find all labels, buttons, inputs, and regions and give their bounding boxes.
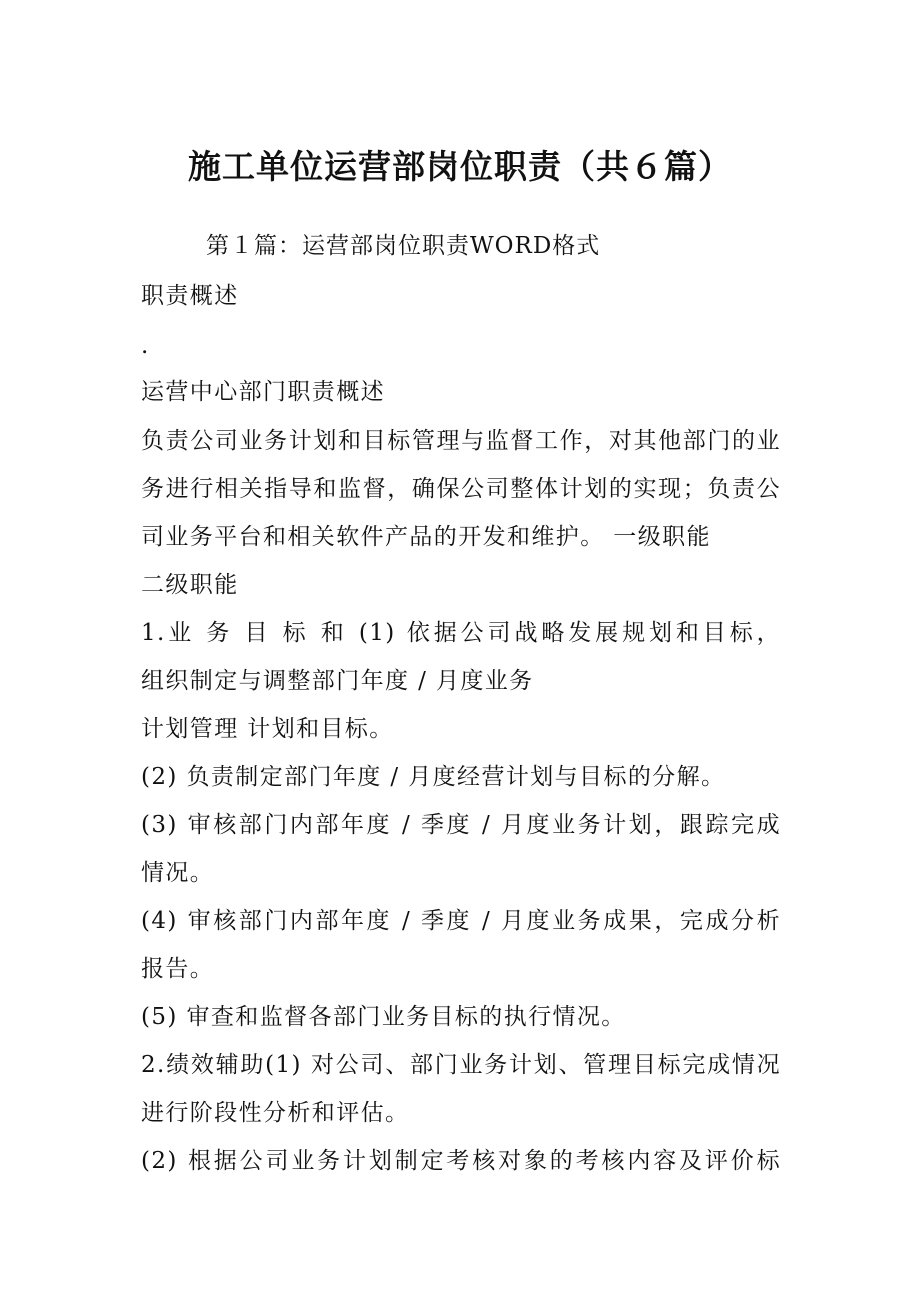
body-line-item-4: (4) 审核部门内部年度 / 季度 / 月度业务成果，完成分析 [141,908,781,934]
body-line-paragraph-1: 负责公司业务计划和目标管理与监督工作，对其他部门的业 [141,428,781,454]
body-line-paragraph-3: 司业务平台和相关软件产品的开发和维护。 一级职能 [141,524,711,550]
body-line-duties-overview: 职责概述 [141,283,239,309]
chapter-subtitle: 第１篇：运营部岗位职责WORD格式 [206,233,601,259]
body-line-section-2: 2.绩效辅助(1) 对公司、部门业务计划、管理目标完成情况 [141,1052,781,1078]
body-line-center-overview: 运营中心部门职责概述 [141,379,385,405]
body-line-section-2-item-2: (2) 根据公司业务计划制定考核对象的考核内容及评价标 [141,1148,781,1174]
body-line-section-2-cont: 进行阶段性分析和评估。 [141,1100,410,1126]
body-line-item-2: (2) 负责制定部门年度 / 月度经营计划与目标的分解。 [141,764,726,790]
body-line-item-4-cont: 报告。 [141,956,215,982]
body-line-item-3-cont: 情况。 [141,860,215,886]
body-line-item-5: (5) 审查和监督各部门业务目标的执行情况。 [141,1004,626,1030]
body-line-item-1-plan: 计划管理 计划和目标。 [141,716,394,742]
body-line-item-3: (3) 审核部门内部年度 / 季度 / 月度业务计划，跟踪完成 [141,812,781,838]
body-line-paragraph-2: 务进行相关指导和监督，确保公司整体计划的实现；负责公 [141,476,781,502]
body-line-item-1-cont: 组织制定与调整部门年度 / 月度业务 [141,668,534,694]
body-line-item-1: 1.业 务 目 标 和 (1) 依据公司战略发展规划和目标， [141,620,781,646]
body-line-level2: 二级职能 [141,572,239,598]
body-line-dot: . [141,333,150,359]
document-title: 施工单位运营部岗位职责（共６篇） [188,147,732,186]
